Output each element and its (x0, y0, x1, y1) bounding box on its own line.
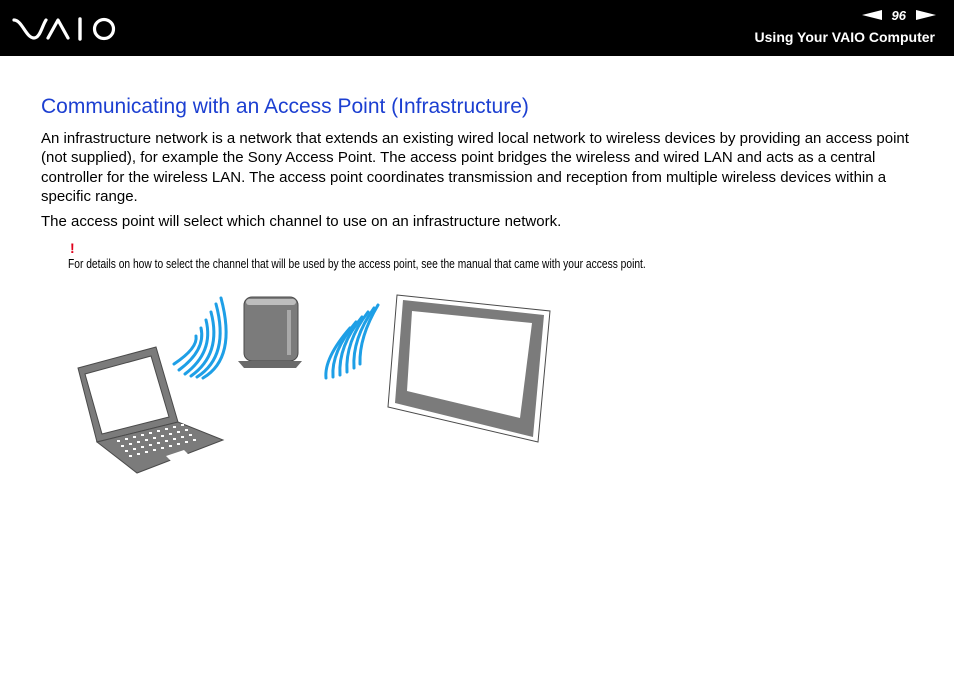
wireless-signal-icon (174, 298, 226, 378)
next-page-arrow-icon[interactable] (916, 10, 936, 20)
previous-page-arrow-icon[interactable] (862, 10, 882, 20)
page-heading: Communicating with an Access Point (Infrastructure) (41, 95, 529, 118)
access-point-icon (238, 297, 302, 368)
infrastructure-network-illustration (70, 290, 560, 480)
vaio-logo (12, 14, 122, 44)
note-text: For details on how to select the channel that will be used by the access point, see the manual that came with your access point. (68, 257, 646, 271)
channel-paragraph: The access point will select which channel to use on an infrastructure network. (41, 213, 562, 230)
intro-paragraph: An infrastructure network is a network that extends an existing wired local network to wireless devices by providing an access point (not supplied), for example the Sony Access Point. The access point bridges the wireless and wired LAN and acts as a central controller for the wireless LAN. The access point coordinates transmission and reception from multiple wireless devices within a specific range. (41, 130, 909, 205)
page-navigation (862, 7, 936, 23)
page-number: 96 (891, 7, 906, 23)
note-warning-icon: ! (70, 240, 75, 256)
monitor-icon (388, 295, 550, 442)
page-header (0, 0, 954, 56)
section-title: Using Your VAIO Computer (754, 29, 935, 45)
wireless-signal-icon (326, 305, 378, 378)
